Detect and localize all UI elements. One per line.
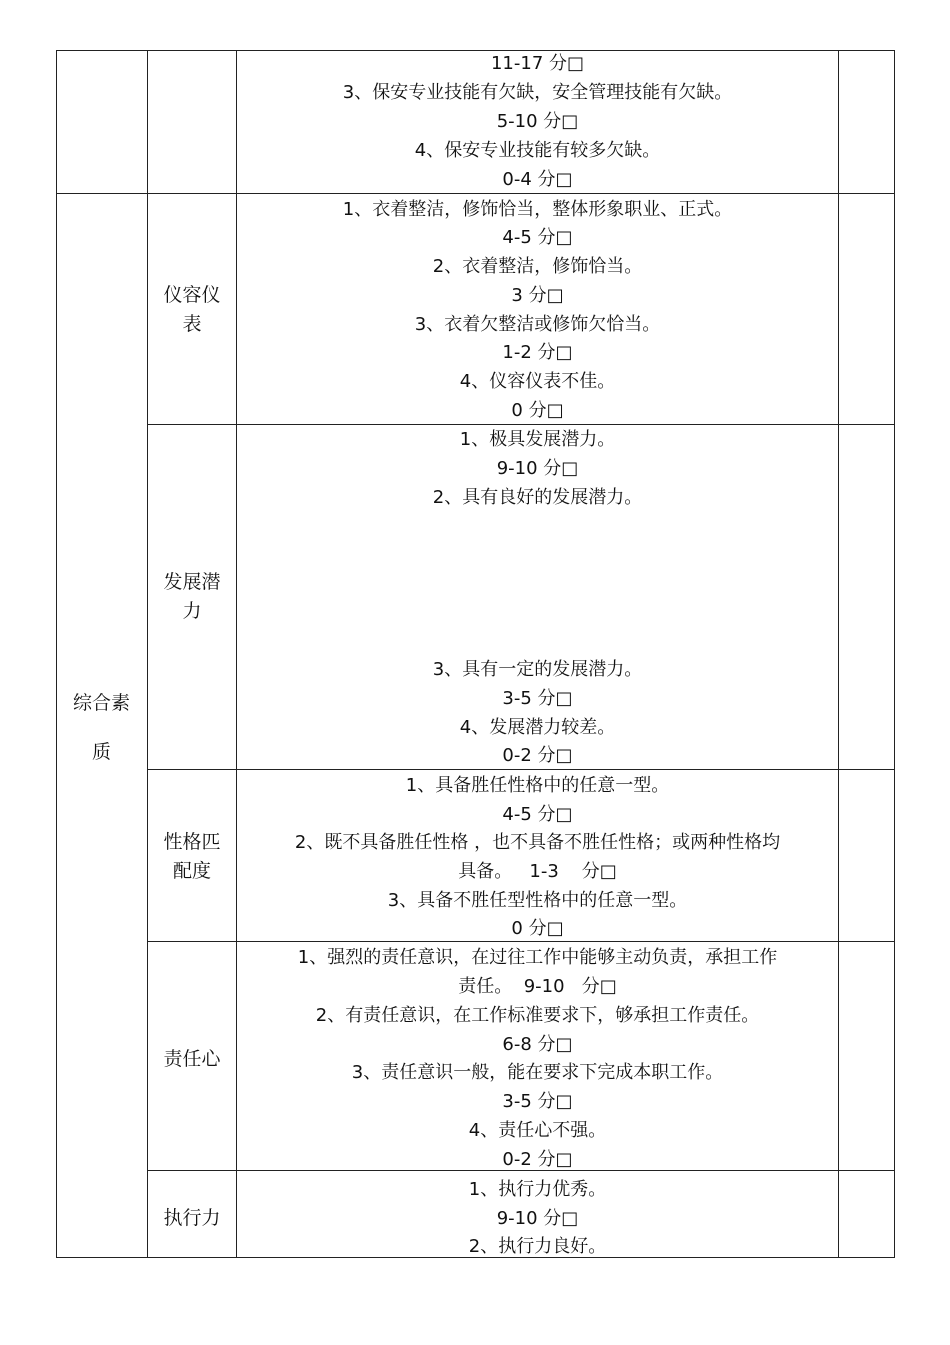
criteria-line: 3、衣着欠整洁或修饰欠恰当。 [414,314,661,335]
criteria-line: 1、执行力优秀。 [468,1179,607,1200]
criteria-line: 4、保安专业技能有较多欠缺。 [414,140,661,161]
category-label-line1: 综合素 [72,692,130,714]
criteria-line: 6-8 分□ [502,1034,573,1055]
criteria-line: 1、极具发展潜力。 [459,429,616,450]
category-label-line2: 质 [91,741,111,763]
row-label-personality-line2: 配度 [172,860,211,882]
row-label-responsibility: 责任心 [163,1048,221,1070]
criteria-line: 0 分□ [511,400,564,421]
row-label-execution: 执行力 [163,1207,221,1229]
criteria-line: 9-10 分□ [496,1208,579,1229]
row-label-appearance-line2: 表 [182,313,202,335]
criteria-line: 2、有责任意识，在工作标准要求下，够承担工作责任。 [315,1005,760,1026]
table-border-left [56,50,57,1258]
criteria-line: 3-5 分□ [502,1091,573,1112]
criteria-line: 1、具备胜任性格中的任意一型。 [405,775,670,796]
criteria-line: 0-2 分□ [502,1149,573,1170]
criteria-line: 11-17 分□ [490,53,585,74]
row-label-personality-line1: 性格匹 [163,831,221,853]
criteria-line: 0-4 分□ [502,169,573,190]
criteria-line: 0 分□ [511,918,564,939]
criteria-line: 9-10 分□ [496,458,579,479]
criteria-line: 4-5 分□ [502,227,573,248]
criteria-line: 4、发展潜力较差。 [459,717,616,738]
criteria-line: 3、具有一定的发展潜力。 [432,659,643,680]
criteria-line: 3 分□ [511,285,564,306]
row-label-appearance-line1: 仪容仪 [163,284,221,306]
criteria-line: 3、具备不胜任型性格中的任意一型。 [387,890,688,911]
criteria-line: 3-5 分□ [502,688,573,709]
criteria-line: 1-2 分□ [502,342,573,363]
criteria-line: 3、责任意识一般，能在要求下完成本职工作。 [351,1062,724,1083]
table-border-right [894,50,895,1258]
row-label-potential-line2: 力 [182,600,202,622]
criteria-line: 责任。 9-10 分□ [458,976,617,997]
criteria-line: 1、衣着整洁，修饰恰当，整体形象职业、正式。 [342,199,733,220]
criteria-line: 2、执行力良好。 [468,1236,607,1257]
criteria-line: 2、衣着整洁，修饰恰当。 [432,256,643,277]
criteria-line: 2、既不具备胜任性格 ，也不具备不胜任性格；或两种性格均 [294,832,781,853]
criteria-line: 4、仪容仪表不佳。 [459,371,616,392]
criteria-line: 4-5 分□ [502,804,573,825]
criteria-line: 4、责任心不强。 [468,1120,607,1141]
table-border-col3 [838,50,839,1258]
criteria-line: 1、强烈的责任意识，在过往工作中能够主动负责，承担工作 [297,947,778,968]
criteria-line: 5-10 分□ [496,111,579,132]
criteria-line: 3、保安专业技能有欠缺，安全管理技能有欠缺。 [342,82,733,103]
criteria-line: 0-2 分□ [502,745,573,766]
criteria-line: 2、具有良好的发展潜力。 [432,487,643,508]
row-label-potential-line1: 发展潜 [163,571,221,593]
table-border-col1 [147,50,148,1258]
criteria-line: 具备。 1-3 分□ [458,861,617,882]
